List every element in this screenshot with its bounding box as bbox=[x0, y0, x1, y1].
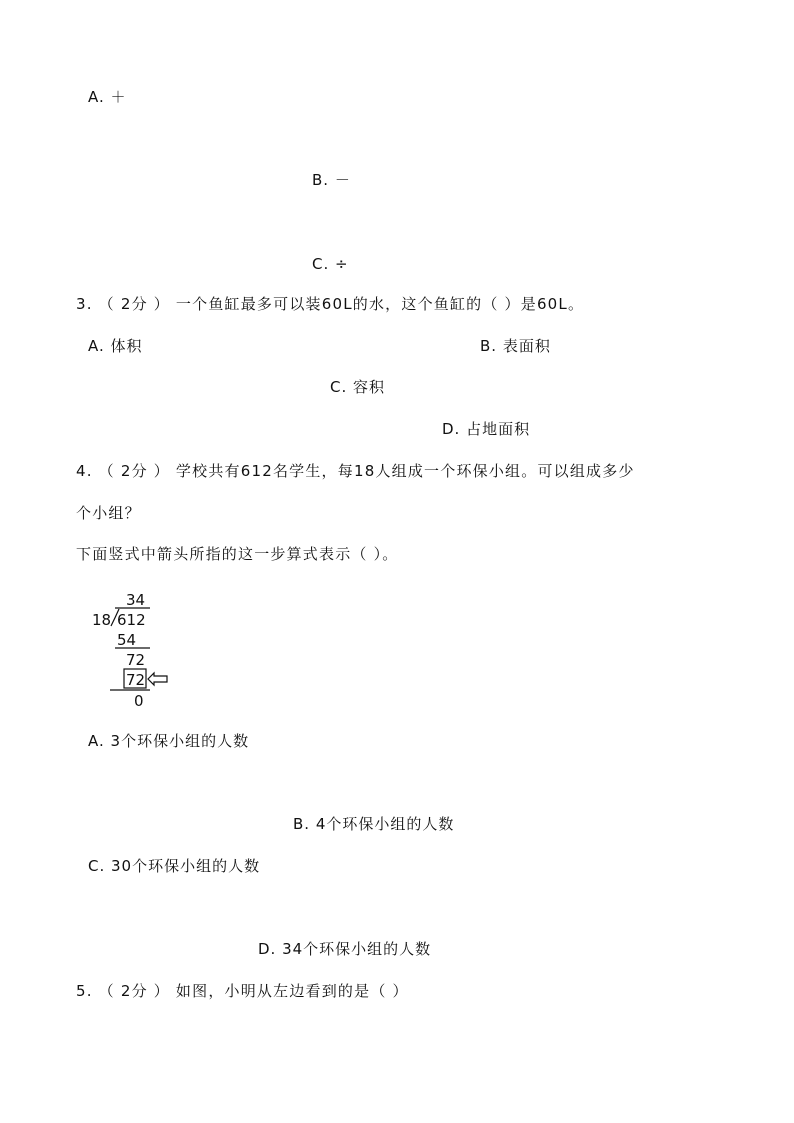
division-step3: 72 bbox=[126, 671, 146, 689]
division-dividend: 612 bbox=[117, 611, 146, 629]
long-division-figure bbox=[88, 590, 178, 710]
q4-stem-line1: 4. （ 2分 ） 学校共有612名学生，每18人组成一个环保小组。可以组成多少 bbox=[76, 462, 635, 480]
division-step1: 54 bbox=[117, 631, 137, 649]
arrow-left-icon bbox=[148, 673, 167, 685]
q4-stem-line2: 个小组？ bbox=[76, 504, 141, 522]
q2-option-b[interactable]: B. － bbox=[312, 171, 351, 189]
q3-stem: 3. （ 2分 ） 一个鱼缸最多可以装60L的水，这个鱼缸的（ ）是60L。 bbox=[76, 295, 585, 313]
division-step2: 72 bbox=[126, 651, 146, 669]
q3-option-d[interactable]: D. 占地面积 bbox=[442, 420, 531, 438]
q2-option-a[interactable]: A. ＋ bbox=[88, 88, 127, 106]
division-divisor: 18 bbox=[92, 611, 112, 629]
q4-stem-line3: 下面竖式中箭头所指的这一步算式表示（ ）。 bbox=[76, 545, 399, 563]
q3-option-b[interactable]: B. 表面积 bbox=[480, 337, 551, 355]
q2-option-c[interactable]: C. ÷ bbox=[312, 255, 349, 273]
division-quotient: 34 bbox=[126, 591, 146, 609]
q3-option-c[interactable]: C. 容积 bbox=[330, 378, 386, 396]
q4-option-d[interactable]: D. 34个环保小组的人数 bbox=[258, 940, 432, 958]
q4-option-c[interactable]: C. 30个环保小组的人数 bbox=[88, 857, 261, 875]
q5-stem: 5. （ 2分 ） 如图，小明从左边看到的是（ ） bbox=[76, 982, 409, 1000]
q4-option-a[interactable]: A. 3个环保小组的人数 bbox=[88, 732, 250, 750]
q3-option-a[interactable]: A. 体积 bbox=[88, 337, 143, 355]
q4-option-b[interactable]: B. 4个环保小组的人数 bbox=[293, 815, 455, 833]
division-remainder: 0 bbox=[134, 692, 144, 710]
